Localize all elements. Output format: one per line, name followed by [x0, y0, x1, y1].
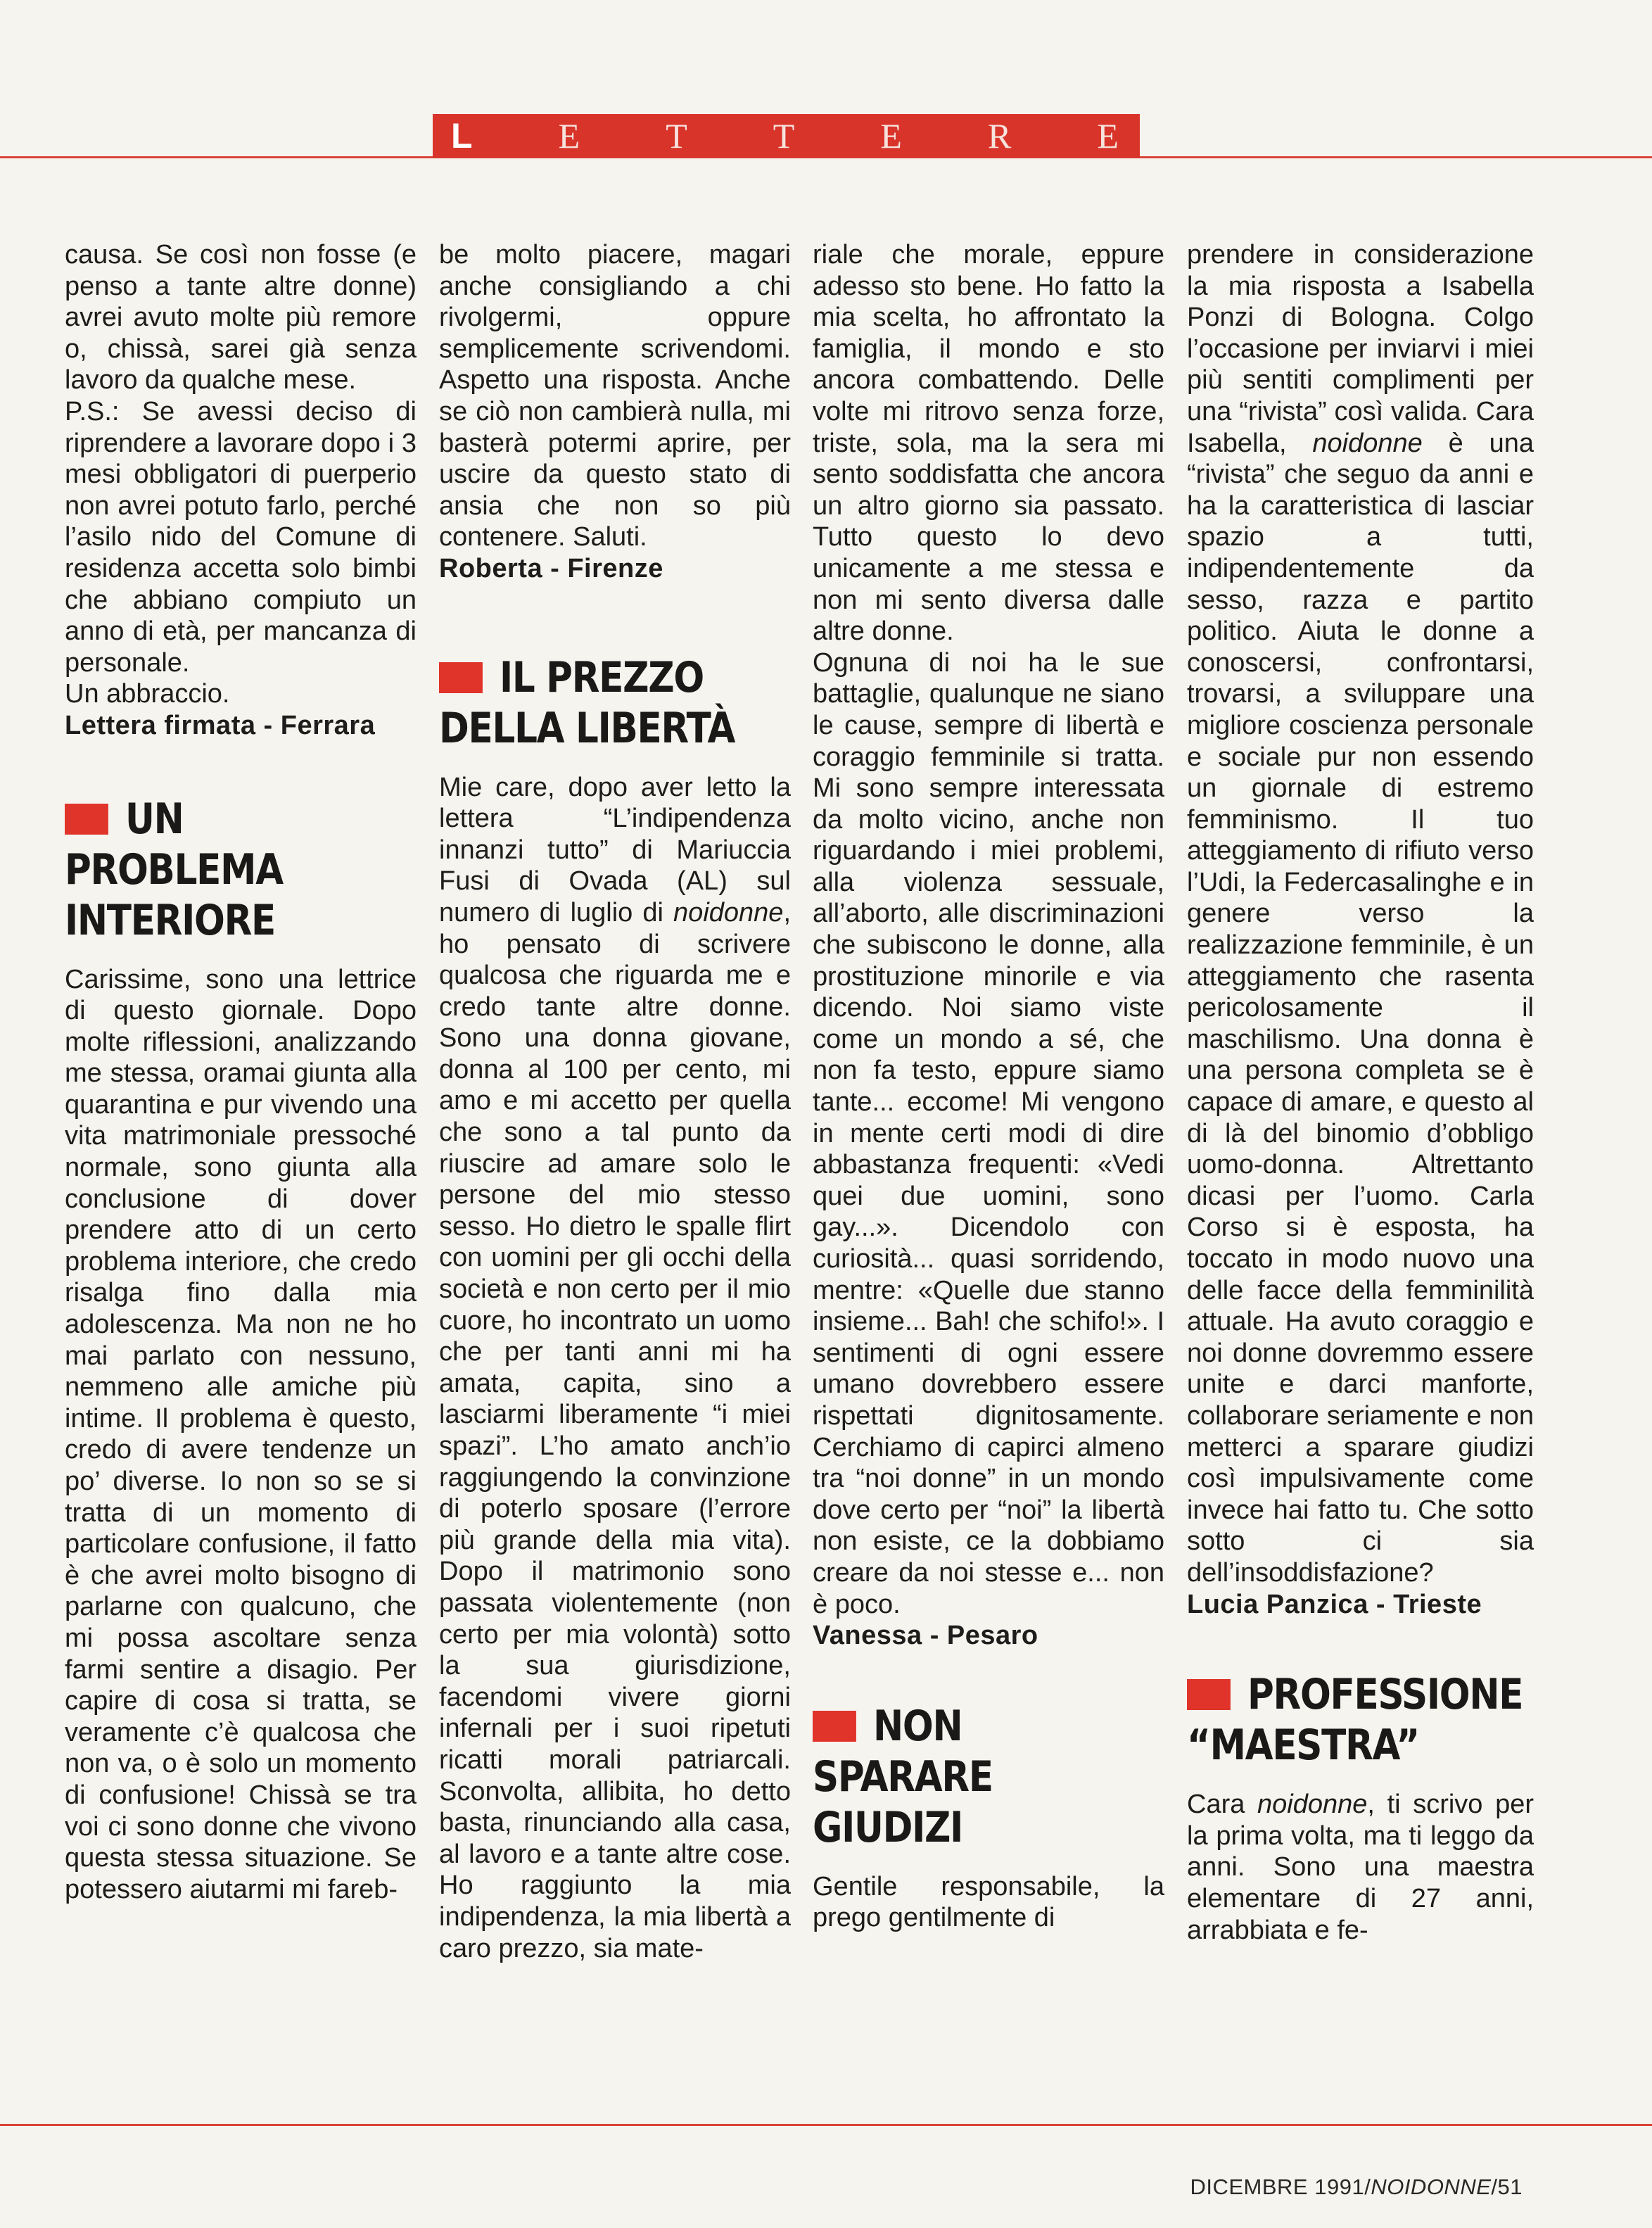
- header-letter: T: [666, 116, 689, 156]
- page-footer: [1190, 2175, 1523, 2200]
- header-letter: L: [451, 116, 474, 156]
- headline-marker: [439, 662, 483, 693]
- letter-text: causa. Se così non fosse (e penso a tante altre donne) avrei avuto molte più remore o, chissà, sarei già senza lavoro da qualche mese.: [65, 240, 417, 395]
- letter-text: be molto piacere, magari anche consigliando a chi rivolgermi, oppure semplicemente scrivendomi. Aspetto una risposta. Anche se ciò non cambierà nulla, mi basterà potermi aprire, per uscire da questo stato di ansia che non so più contenere. Saluti.: [439, 240, 791, 552]
- footer-magazine: NOIDONNE: [1371, 2175, 1492, 2199]
- letter-signature: Roberta - Firenze: [439, 553, 663, 583]
- header-letter: T: [773, 116, 796, 156]
- headline-marker: [1187, 1679, 1231, 1710]
- letter-signature: Lucia Panzica - Trieste: [1187, 1589, 1482, 1619]
- letter-headline: UN PROBLEMA INTERIORE: [65, 794, 283, 945]
- section-header: [433, 114, 1140, 158]
- letter-signature: Lettera firmata - Ferrara: [65, 710, 376, 740]
- letter-text: prendere in considerazione la mia risposta a Isabella Ponzi di Bologna. Colgo l’occasione per inviarvi i miei più sentiti complimenti per una “rivista” così valida. Cara Isabella, noidonne è una “rivista” che seguo da anni e ha la caratteristica di lasciar spazio a tutti, indipendentemente da sesso, razza e partito politico. Aiuta le donne a conoscersi, confrontarsi, trovarsi, a sviluppare una migliore coscienza personale e sociale pur non essendo un giornale di estremo femminismo. Il tuo atteggiamento di rifiuto verso l’Udi, la Federcasalinghe e in genere verso la realizzazione femminile, è un atteggiamento che rasenta pericolosamente il maschilismo. Una donna è una persona completa se è capace di amare, e questo al di là del binomio d’obbligo uomo-donna. Altrettanto dicasi per l’uomo. Carla Corso si è esposta, ha toccato in modo nuovo una delle facce della femminilità attuale. Ha avuto coraggio e noi donne dovremmo essere unite e darci manforte, collaborare seriamente e non metterci a sparare giudizi così impulsivamente come invece hai fatto tu. Che sotto sotto ci sia dell’insoddisfazione?: [1187, 240, 1535, 1588]
- letter-text: P.S.: Se avessi deciso di riprendere a lavorare dopo i 3 mesi obbligatori di puerperio non avrei potuto farlo, perché l’asilo nido del Comune di residenza accetta solo bimbi che abbiano compiuto un anno di età, per mancanza di personale.: [65, 396, 417, 678]
- letter-text: Un abbraccio.: [65, 679, 230, 709]
- column-3: [813, 239, 1164, 1934]
- letter-text: Gentile responsabile, la prego gentilmente di: [813, 1871, 1164, 1933]
- header-letter: E: [1097, 116, 1120, 156]
- letter-headline: NON SPARARE GIUDIZI: [813, 1701, 993, 1852]
- letter-text: Cara noidonne, ti scrivo per la prima volta, ma ti leggo da anni. Sono una maestra elementare di 27 anni, arrabbiata e fe-: [1187, 1790, 1534, 1945]
- column-2: [439, 239, 791, 1964]
- letter-text: Ognuna di noi ha le sue battaglie, qualunque ne siano le cause, sempre di libertà e coraggio femminile si tratta. Mi sono sempre interessata da molto vicino, anche non riguardando i miei problemi, alla violenza sessuale, all’aborto, alle discriminazioni che subiscono le donne, alla prostituzione minorile e via dicendo. Noi siamo viste come un mondo a sé, che non fa testo, eppure siamo tante... eccome! Mi vengono in mente certi modi di dire abbastanza frequenti: «Vedi quei due uomini, sono gay...». Dicendolo con curiosità... quasi sorridendo, mentre: «Quelle due stanno insieme... Bah! che schifo!». I sentimenti di ogni essere umano dovrebbero essere rispettati dignitosamente. Cerchiamo di capirci almeno tra “noi donne” in un mondo dove certo per “noi” la libertà non esiste, ce la dobbiamo creare da noi stesse e... non è poco.: [813, 647, 1164, 1619]
- letter-text: riale che morale, eppure adesso sto bene. Ho fatto la mia scelta, ho affrontato la famiglia, il mondo e sto ancora combattendo. Delle volte mi ritrovo senza forze, triste, sola, ma la sera mi sento soddisfatta che ancora un altro giorno sia passato. Tutto questo lo devo unicamente a me stessa e non mi sento diversa dalle altre donne.: [813, 240, 1164, 647]
- letter-text: Mie care, dopo aver letto la lettera “L’indipendenza innanzi tutto” di Mariuccia Fusi di Ovada (AL) sul numero di luglio di noidonne, ho pensato di scrivere qualcosa che riguarda me e credo tante altre donne. Sono una donna giovane, donna al 100 per cento, mi amo e mi accetto per quella che sono a tal punto da riuscire ad amare solo le persone del mio stesso sesso. Ho dietro le spalle flirt con uomini per gli occhi della società e non certo per il mio cuore, ho incontrato un uomo che per tanti anni mi ha amata, capita, sino a lasciarmi liberamente “i miei spazi”. L’ho amato anch’io raggiungendo la convinzione di poterlo sposare (l’errore più grande della mia vita). Dopo il matrimonio sono passata violentemente (non certo per mia volontà) sotto la sua giurisdizione, facendomi vivere giorni infernali per i suoi ripetuti ricatti morali patriarcali. Sconvolta, allibita, ho detto basta, rinunciando alla casa, al lavoro e a tante altre cose. Ho raggiunto la mia indipendenza, la mia libertà a caro prezzo, sia mate-: [439, 772, 791, 1963]
- letter-headline: IL PREZZO DELLA LIBERTÀ: [439, 652, 735, 753]
- letter-headline: PROFESSIONE “MAESTRA”: [1187, 1670, 1523, 1771]
- column-1: [65, 239, 417, 1905]
- headline-marker: [813, 1711, 856, 1742]
- column-4: [1187, 239, 1534, 1946]
- footer-date: DICEMBRE 1991/: [1190, 2175, 1371, 2199]
- headline-marker: [65, 804, 108, 835]
- footer-rule: [0, 2124, 1652, 2126]
- header-letter: R: [987, 116, 1013, 156]
- letter-text: Carissime, sono una lettrice di questo giornale. Dopo molte riflessioni, analizzando me stessa, oramai giunta alla quarantina e pur vivendo una vita matrimoniale pressoché normale, sono giunta alla conclusione di dover prendere atto di un certo problema interiore, che credo risalga fino dalla mia adolescenza. Ma non ne ho mai parlato con nessuno, nemmeno alle amiche più intime. Il problema è questo, credo di avere tendenze un po’ diverse. Io non so se si tratta di un momento di particolare confusione, il fatto è che avrei molto bisogno di parlarne con qualcuno, che mi possa ascoltare senza farmi sentire a disagio. Per capire di cosa si tratta, se veramente c’è qualcosa che non va, o è solo un momento di confusione! Chissà se tra voi ci sono donne che vivono questa stessa situazione. Se potessero aiutarmi mi fareb-: [65, 964, 417, 1904]
- header-letter: E: [880, 116, 903, 156]
- letter-signature: Vanessa - Pesaro: [813, 1621, 1038, 1651]
- page-number: /51: [1491, 2175, 1523, 2199]
- header-letter: E: [558, 116, 582, 156]
